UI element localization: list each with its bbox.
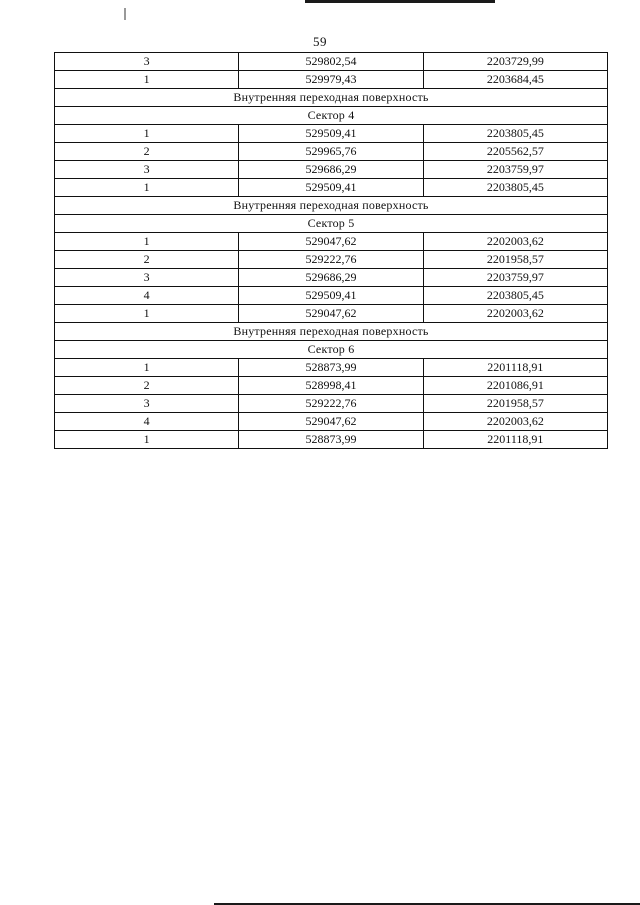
x-coordinate-cell: 528873,99 [239,359,423,377]
y-coordinate-cell: 2203759,97 [423,161,607,179]
section-header-row [55,107,608,125]
y-coordinate-cell: 2203759,97 [423,269,607,287]
table-row [55,377,608,395]
y-coordinate-cell: 2202003,62 [423,305,607,323]
table-row [55,413,608,431]
x-coordinate-cell: 529222,76 [239,395,423,413]
table-row [55,251,608,269]
y-coordinate-cell: 2205562,57 [423,143,607,161]
y-coordinate-cell: 2202003,62 [423,413,607,431]
page-number: 59 [313,34,327,49]
table-row [55,53,608,71]
point-number-cell: 1 [55,71,239,89]
x-coordinate-cell: 529686,29 [239,269,423,287]
section-header-row [55,215,608,233]
table-row [55,233,608,251]
x-coordinate-cell: 528873,99 [239,431,423,449]
section-header-row [55,89,608,107]
point-number-cell: 3 [55,161,239,179]
y-coordinate-cell: 2203805,45 [423,125,607,143]
y-coordinate-cell: 2203805,45 [423,179,607,197]
coordinates-table [54,52,608,449]
point-number-cell: 1 [55,125,239,143]
y-coordinate-cell: 2203729,99 [423,53,607,71]
point-number-cell: 4 [55,287,239,305]
section-header: Сектор 4 [55,107,608,125]
point-number-cell: 1 [55,179,239,197]
table-row [55,431,608,449]
point-number-cell: 1 [55,305,239,323]
point-number-cell: 1 [55,431,239,449]
table-row [55,269,608,287]
y-coordinate-cell: 2201118,91 [423,359,607,377]
x-coordinate-cell: 529047,62 [239,305,423,323]
x-coordinate-cell: 529047,62 [239,413,423,431]
table-row [55,161,608,179]
table-row [55,125,608,143]
x-coordinate-cell: 529965,76 [239,143,423,161]
point-number-cell: 3 [55,269,239,287]
coordinates-table-body [55,53,608,449]
y-coordinate-cell: 2201958,57 [423,395,607,413]
x-coordinate-cell: 529509,41 [239,287,423,305]
point-number-cell: 2 [55,377,239,395]
x-coordinate-cell: 529509,41 [239,179,423,197]
section-header: Внутренняя переходная поверхность [55,89,608,107]
section-header: Внутренняя переходная поверхность [55,323,608,341]
scan-edge-top [305,0,495,3]
y-coordinate-cell: 2201086,91 [423,377,607,395]
table-row [55,71,608,89]
point-number-cell: 2 [55,251,239,269]
table-row [55,305,608,323]
point-number-cell: 1 [55,359,239,377]
x-coordinate-cell: 529509,41 [239,125,423,143]
x-coordinate-cell: 528998,41 [239,377,423,395]
y-coordinate-cell: 2201118,91 [423,431,607,449]
y-coordinate-cell: 2203684,45 [423,71,607,89]
point-number-cell: 4 [55,413,239,431]
y-coordinate-cell: 2201958,57 [423,251,607,269]
x-coordinate-cell: 529979,43 [239,71,423,89]
table-row [55,143,608,161]
y-coordinate-cell: 2202003,62 [423,233,607,251]
section-header: Сектор 5 [55,215,608,233]
y-coordinate-cell: 2203805,45 [423,287,607,305]
x-coordinate-cell: 529802,54 [239,53,423,71]
point-number-cell: 3 [55,53,239,71]
table-row [55,395,608,413]
point-number-cell: 1 [55,233,239,251]
x-coordinate-cell: 529047,62 [239,233,423,251]
section-header: Сектор 6 [55,341,608,359]
section-header-row [55,323,608,341]
x-coordinate-cell: 529686,29 [239,161,423,179]
table-row [55,287,608,305]
section-header-row [55,341,608,359]
point-number-cell: 2 [55,143,239,161]
table-row [55,359,608,377]
section-header-row [55,197,608,215]
scan-mark [124,8,126,20]
table-row [55,179,608,197]
section-header: Внутренняя переходная поверхность [55,197,608,215]
x-coordinate-cell: 529222,76 [239,251,423,269]
point-number-cell: 3 [55,395,239,413]
